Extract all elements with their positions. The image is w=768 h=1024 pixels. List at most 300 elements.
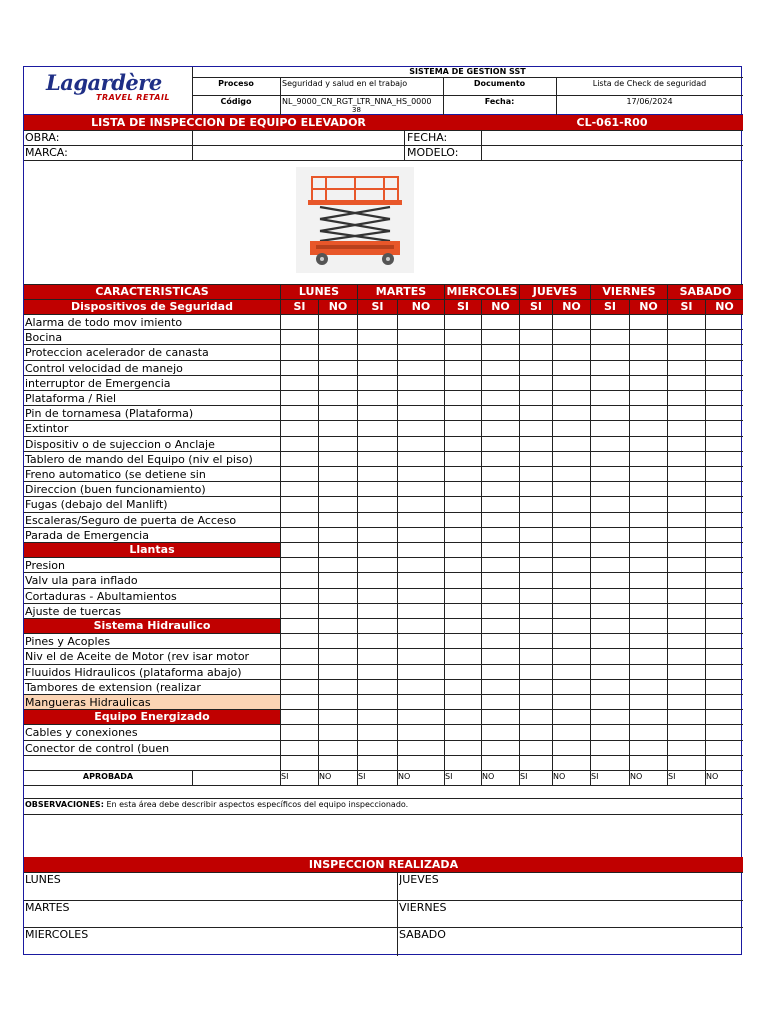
check-cell[interactable] [319, 498, 357, 512]
check-cell[interactable] [482, 346, 519, 360]
check-cell[interactable] [319, 453, 357, 467]
check-cell[interactable] [281, 438, 318, 452]
check-cell[interactable] [520, 559, 552, 573]
check-cell[interactable] [591, 514, 629, 528]
check-cell[interactable] [553, 422, 590, 436]
check-cell[interactable] [319, 742, 357, 756]
check-cell[interactable] [553, 331, 590, 345]
check-cell[interactable] [706, 438, 743, 452]
check-cell[interactable] [706, 696, 743, 710]
check-cell[interactable] [281, 666, 318, 680]
check-cell[interactable] [398, 362, 444, 376]
check-cell[interactable] [630, 331, 667, 345]
check-cell[interactable] [630, 498, 667, 512]
check-cell[interactable] [445, 681, 481, 695]
check-cell[interactable] [281, 620, 318, 634]
check-cell[interactable] [553, 377, 590, 391]
check-cell[interactable] [281, 392, 318, 406]
check-cell[interactable] [591, 544, 629, 558]
check-cell[interactable] [281, 362, 318, 376]
check-cell[interactable] [482, 559, 519, 573]
check-cell[interactable] [591, 696, 629, 710]
check-cell[interactable] [630, 742, 667, 756]
check-cell[interactable] [358, 635, 397, 649]
check-cell[interactable] [668, 544, 705, 558]
check-cell[interactable] [358, 681, 397, 695]
marca-field[interactable] [193, 146, 403, 159]
check-cell[interactable] [445, 422, 481, 436]
check-cell[interactable] [668, 559, 705, 573]
check-cell[interactable] [553, 529, 590, 543]
check-cell[interactable] [668, 422, 705, 436]
check-cell[interactable] [668, 574, 705, 588]
check-cell[interactable] [668, 362, 705, 376]
check-cell[interactable] [445, 666, 481, 680]
check-cell[interactable] [706, 514, 743, 528]
check-cell[interactable] [445, 377, 481, 391]
check-cell[interactable] [520, 742, 552, 756]
check-cell[interactable] [482, 635, 519, 649]
check-cell[interactable] [445, 498, 481, 512]
check-cell[interactable] [398, 711, 444, 725]
check-cell[interactable] [668, 711, 705, 725]
check-cell[interactable] [520, 666, 552, 680]
check-cell[interactable] [706, 407, 743, 421]
check-cell[interactable] [520, 681, 552, 695]
check-cell[interactable] [520, 468, 552, 482]
check-cell[interactable] [520, 605, 552, 619]
check-cell[interactable] [520, 422, 552, 436]
check-cell[interactable] [706, 620, 743, 634]
check-cell[interactable] [553, 605, 590, 619]
check-cell[interactable] [398, 331, 444, 345]
check-cell[interactable] [482, 438, 519, 452]
check-cell[interactable] [520, 726, 552, 740]
check-cell[interactable] [281, 635, 318, 649]
check-cell[interactable] [706, 726, 743, 740]
check-cell[interactable] [591, 605, 629, 619]
check-cell[interactable] [281, 529, 318, 543]
check-cell[interactable] [398, 590, 444, 604]
check-cell[interactable] [482, 498, 519, 512]
check-cell[interactable] [591, 392, 629, 406]
check-cell[interactable] [630, 635, 667, 649]
check-cell[interactable] [553, 544, 590, 558]
modelo-field[interactable] [482, 146, 742, 159]
observaciones-field[interactable] [24, 815, 743, 857]
check-cell[interactable] [319, 635, 357, 649]
check-cell[interactable] [591, 681, 629, 695]
check-cell[interactable] [358, 422, 397, 436]
check-cell[interactable] [630, 726, 667, 740]
check-cell[interactable] [281, 559, 318, 573]
check-cell[interactable] [706, 392, 743, 406]
check-cell[interactable] [553, 407, 590, 421]
check-cell[interactable] [358, 574, 397, 588]
check-cell[interactable] [281, 590, 318, 604]
check-cell[interactable] [445, 483, 481, 497]
check-cell[interactable] [520, 574, 552, 588]
check-cell[interactable] [358, 362, 397, 376]
check-cell[interactable] [319, 559, 357, 573]
check-cell[interactable] [358, 726, 397, 740]
check-cell[interactable] [358, 742, 397, 756]
check-cell[interactable] [591, 483, 629, 497]
check-cell[interactable] [668, 681, 705, 695]
check-cell[interactable] [319, 392, 357, 406]
check-cell[interactable] [668, 468, 705, 482]
check-cell[interactable] [668, 726, 705, 740]
check-cell[interactable] [319, 681, 357, 695]
check-cell[interactable] [482, 696, 519, 710]
check-cell[interactable] [398, 514, 444, 528]
check-cell[interactable] [358, 392, 397, 406]
check-cell[interactable] [482, 605, 519, 619]
check-cell[interactable] [520, 711, 552, 725]
check-cell[interactable] [520, 407, 552, 421]
check-cell[interactable] [591, 666, 629, 680]
check-cell[interactable] [445, 362, 481, 376]
check-cell[interactable] [520, 696, 552, 710]
check-cell[interactable] [398, 453, 444, 467]
check-cell[interactable] [630, 559, 667, 573]
check-cell[interactable] [630, 346, 667, 360]
check-cell[interactable] [281, 422, 318, 436]
check-cell[interactable] [706, 711, 743, 725]
check-cell[interactable] [520, 590, 552, 604]
check-cell[interactable] [482, 316, 519, 330]
check-cell[interactable] [668, 392, 705, 406]
check-cell[interactable] [398, 483, 444, 497]
check-cell[interactable] [398, 346, 444, 360]
check-cell[interactable] [319, 316, 357, 330]
check-cell[interactable] [553, 681, 590, 695]
check-cell[interactable] [482, 742, 519, 756]
check-cell[interactable] [668, 650, 705, 664]
check-cell[interactable] [630, 650, 667, 664]
aprobada-si-cell[interactable]: SI [591, 772, 599, 781]
check-cell[interactable] [358, 590, 397, 604]
check-cell[interactable] [319, 711, 357, 725]
check-cell[interactable] [482, 377, 519, 391]
check-cell[interactable] [630, 377, 667, 391]
check-cell[interactable] [319, 620, 357, 634]
check-cell[interactable] [706, 346, 743, 360]
check-cell[interactable] [398, 498, 444, 512]
check-cell[interactable] [358, 559, 397, 573]
check-cell[interactable] [445, 392, 481, 406]
check-cell[interactable] [520, 635, 552, 649]
check-cell[interactable] [520, 620, 552, 634]
fecha-field[interactable] [482, 131, 742, 144]
check-cell[interactable] [591, 650, 629, 664]
inspeccion-martes[interactable]: MARTES [25, 901, 70, 914]
check-cell[interactable] [630, 544, 667, 558]
check-cell[interactable] [706, 377, 743, 391]
check-cell[interactable] [398, 635, 444, 649]
inspeccion-jueves[interactable]: JUEVES [399, 873, 439, 886]
check-cell[interactable] [319, 346, 357, 360]
check-cell[interactable] [358, 666, 397, 680]
inspeccion-miercoles[interactable]: MIERCOLES [25, 928, 89, 941]
check-cell[interactable] [358, 331, 397, 345]
check-cell[interactable] [668, 377, 705, 391]
check-cell[interactable] [668, 696, 705, 710]
check-cell[interactable] [445, 635, 481, 649]
check-cell[interactable] [520, 544, 552, 558]
check-cell[interactable] [398, 529, 444, 543]
check-cell[interactable] [630, 620, 667, 634]
check-cell[interactable] [706, 453, 743, 467]
check-cell[interactable] [358, 696, 397, 710]
check-cell[interactable] [398, 316, 444, 330]
check-cell[interactable] [706, 316, 743, 330]
check-cell[interactable] [445, 331, 481, 345]
check-cell[interactable] [398, 468, 444, 482]
check-cell[interactable] [281, 483, 318, 497]
check-cell[interactable] [553, 620, 590, 634]
check-cell[interactable] [553, 514, 590, 528]
check-cell[interactable] [445, 726, 481, 740]
check-cell[interactable] [591, 316, 629, 330]
check-cell[interactable] [630, 438, 667, 452]
check-cell[interactable] [630, 362, 667, 376]
check-cell[interactable] [591, 331, 629, 345]
check-cell[interactable] [398, 696, 444, 710]
check-cell[interactable] [630, 574, 667, 588]
check-cell[interactable] [706, 635, 743, 649]
check-cell[interactable] [358, 453, 397, 467]
check-cell[interactable] [445, 514, 481, 528]
check-cell[interactable] [482, 590, 519, 604]
inspeccion-lunes[interactable]: LUNES [25, 873, 61, 886]
check-cell[interactable] [706, 559, 743, 573]
check-cell[interactable] [520, 650, 552, 664]
check-cell[interactable] [591, 422, 629, 436]
check-cell[interactable] [553, 650, 590, 664]
check-cell[interactable] [445, 605, 481, 619]
check-cell[interactable] [445, 559, 481, 573]
check-cell[interactable] [706, 422, 743, 436]
check-cell[interactable] [445, 346, 481, 360]
check-cell[interactable] [668, 407, 705, 421]
check-cell[interactable] [358, 711, 397, 725]
check-cell[interactable] [706, 529, 743, 543]
check-cell[interactable] [281, 498, 318, 512]
check-cell[interactable] [591, 711, 629, 725]
check-cell[interactable] [398, 438, 444, 452]
check-cell[interactable] [358, 483, 397, 497]
check-cell[interactable] [445, 742, 481, 756]
check-cell[interactable] [553, 666, 590, 680]
check-cell[interactable] [553, 635, 590, 649]
check-cell[interactable] [591, 346, 629, 360]
check-cell[interactable] [668, 635, 705, 649]
check-cell[interactable] [591, 438, 629, 452]
check-cell[interactable] [553, 574, 590, 588]
check-cell[interactable] [358, 377, 397, 391]
aprobada-si-cell[interactable]: SI [520, 772, 528, 781]
aprobada-si-cell[interactable]: SI [281, 772, 289, 781]
check-cell[interactable] [445, 438, 481, 452]
check-cell[interactable] [591, 635, 629, 649]
check-cell[interactable] [319, 422, 357, 436]
check-cell[interactable] [358, 514, 397, 528]
check-cell[interactable] [358, 346, 397, 360]
check-cell[interactable] [319, 726, 357, 740]
check-cell[interactable] [520, 438, 552, 452]
check-cell[interactable] [445, 696, 481, 710]
check-cell[interactable] [668, 605, 705, 619]
check-cell[interactable] [630, 407, 667, 421]
aprobada-si-cell[interactable]: SI [445, 772, 453, 781]
check-cell[interactable] [482, 666, 519, 680]
check-cell[interactable] [398, 681, 444, 695]
check-cell[interactable] [553, 346, 590, 360]
check-cell[interactable] [281, 407, 318, 421]
check-cell[interactable] [482, 620, 519, 634]
check-cell[interactable] [319, 590, 357, 604]
check-cell[interactable] [553, 392, 590, 406]
check-cell[interactable] [281, 346, 318, 360]
check-cell[interactable] [358, 620, 397, 634]
check-cell[interactable] [358, 529, 397, 543]
check-cell[interactable] [281, 696, 318, 710]
aprobada-no-cell[interactable]: NO [482, 772, 495, 781]
check-cell[interactable] [520, 346, 552, 360]
obra-field[interactable] [193, 131, 403, 144]
check-cell[interactable] [630, 605, 667, 619]
check-cell[interactable] [553, 453, 590, 467]
check-cell[interactable] [445, 650, 481, 664]
check-cell[interactable] [319, 574, 357, 588]
check-cell[interactable] [358, 316, 397, 330]
check-cell[interactable] [520, 331, 552, 345]
check-cell[interactable] [482, 574, 519, 588]
check-cell[interactable] [281, 650, 318, 664]
check-cell[interactable] [553, 696, 590, 710]
check-cell[interactable] [482, 362, 519, 376]
check-cell[interactable] [482, 453, 519, 467]
check-cell[interactable] [319, 696, 357, 710]
check-cell[interactable] [398, 559, 444, 573]
aprobada-no-cell[interactable]: NO [706, 772, 719, 781]
check-cell[interactable] [319, 377, 357, 391]
check-cell[interactable] [398, 392, 444, 406]
check-cell[interactable] [319, 362, 357, 376]
check-cell[interactable] [630, 711, 667, 725]
check-cell[interactable] [591, 559, 629, 573]
check-cell[interactable] [398, 422, 444, 436]
check-cell[interactable] [553, 590, 590, 604]
check-cell[interactable] [319, 650, 357, 664]
check-cell[interactable] [630, 316, 667, 330]
check-cell[interactable] [591, 362, 629, 376]
check-cell[interactable] [482, 468, 519, 482]
check-cell[interactable] [706, 483, 743, 497]
check-cell[interactable] [445, 711, 481, 725]
check-cell[interactable] [630, 681, 667, 695]
check-cell[interactable] [398, 605, 444, 619]
aprobada-no-cell[interactable]: NO [553, 772, 566, 781]
check-cell[interactable] [319, 514, 357, 528]
check-cell[interactable] [630, 392, 667, 406]
check-cell[interactable] [520, 377, 552, 391]
check-cell[interactable] [482, 711, 519, 725]
check-cell[interactable] [630, 529, 667, 543]
check-cell[interactable] [520, 392, 552, 406]
check-cell[interactable] [591, 742, 629, 756]
check-cell[interactable] [668, 590, 705, 604]
check-cell[interactable] [445, 468, 481, 482]
check-cell[interactable] [482, 529, 519, 543]
check-cell[interactable] [398, 650, 444, 664]
check-cell[interactable] [520, 483, 552, 497]
check-cell[interactable] [668, 346, 705, 360]
check-cell[interactable] [482, 514, 519, 528]
check-cell[interactable] [706, 468, 743, 482]
aprobada-si-cell[interactable]: SI [668, 772, 676, 781]
check-cell[interactable] [482, 422, 519, 436]
check-cell[interactable] [482, 483, 519, 497]
check-cell[interactable] [482, 650, 519, 664]
check-cell[interactable] [482, 407, 519, 421]
check-cell[interactable] [398, 726, 444, 740]
check-cell[interactable] [591, 529, 629, 543]
check-cell[interactable] [668, 438, 705, 452]
check-cell[interactable] [281, 468, 318, 482]
check-cell[interactable] [520, 529, 552, 543]
check-cell[interactable] [445, 453, 481, 467]
check-cell[interactable] [706, 590, 743, 604]
check-cell[interactable] [445, 407, 481, 421]
check-cell[interactable] [281, 681, 318, 695]
check-cell[interactable] [668, 514, 705, 528]
check-cell[interactable] [398, 574, 444, 588]
check-cell[interactable] [668, 620, 705, 634]
aprobada-no-cell[interactable]: NO [630, 772, 643, 781]
check-cell[interactable] [358, 407, 397, 421]
check-cell[interactable] [358, 605, 397, 619]
check-cell[interactable] [281, 742, 318, 756]
check-cell[interactable] [358, 468, 397, 482]
check-cell[interactable] [281, 544, 318, 558]
check-cell[interactable] [398, 742, 444, 756]
check-cell[interactable] [358, 438, 397, 452]
check-cell[interactable] [520, 514, 552, 528]
check-cell[interactable] [482, 726, 519, 740]
check-cell[interactable] [706, 666, 743, 680]
check-cell[interactable] [591, 590, 629, 604]
check-cell[interactable] [281, 331, 318, 345]
check-cell[interactable] [319, 483, 357, 497]
check-cell[interactable] [553, 559, 590, 573]
check-cell[interactable] [668, 666, 705, 680]
check-cell[interactable] [281, 316, 318, 330]
check-cell[interactable] [553, 362, 590, 376]
check-cell[interactable] [706, 681, 743, 695]
check-cell[interactable] [319, 544, 357, 558]
check-cell[interactable] [668, 498, 705, 512]
check-cell[interactable] [591, 453, 629, 467]
check-cell[interactable] [281, 453, 318, 467]
check-cell[interactable] [706, 331, 743, 345]
check-cell[interactable] [668, 331, 705, 345]
check-cell[interactable] [445, 574, 481, 588]
check-cell[interactable] [398, 544, 444, 558]
check-cell[interactable] [520, 362, 552, 376]
check-cell[interactable] [482, 544, 519, 558]
